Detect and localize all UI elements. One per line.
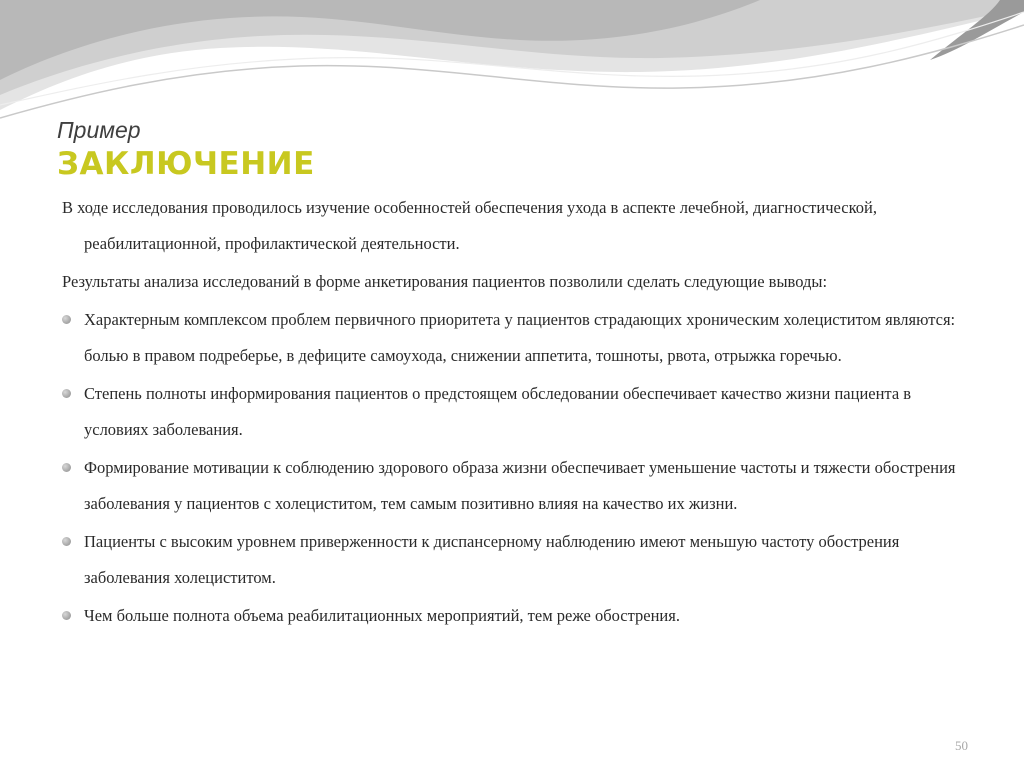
bullet-text: Чем больше полнота объема реабилитационных мероприятий, тем реже обострения. — [84, 606, 680, 625]
bullet-dot-icon — [62, 463, 71, 472]
page-number: 50 — [955, 738, 968, 753]
bullet-item — [62, 302, 972, 374]
bullet-item — [62, 376, 972, 448]
bullet-item — [62, 524, 972, 596]
bullet-text: Пациенты с высоким уровнем приверженности к диспансерному наблюдению имеют меньшую частоту обострения заболевания холециститом. — [84, 532, 900, 587]
intro-paragraph-1: В ходе исследования проводилось изучение особенностей обеспечения ухода в аспекте лечебной, диагностической, реабилитационной, профилактической деятельности. — [62, 198, 877, 253]
intro-paragraph-2: Результаты анализа исследований в форме анкетирования пациентов позволили сделать следующие выводы: — [62, 272, 828, 291]
bullet-item — [62, 598, 972, 634]
conclusion-bullet-list — [62, 302, 972, 634]
bullet-dot-icon — [62, 537, 71, 546]
bullet-dot-icon — [62, 389, 71, 398]
slide-content — [62, 190, 972, 636]
title-block — [57, 115, 315, 183]
bullet-text: Степень полноты информирования пациентов о предстоящем обследовании обеспечивает качество жизни пациента в условиях заболевания. — [84, 384, 912, 439]
slide-subtitle: Пример — [57, 117, 141, 143]
bullet-item — [62, 450, 972, 522]
bullet-text: Характерным комплексом проблем первичного приоритета у пациентов страдающих хроническим холециститом являются: болью в правом подреберье, в дефиците самоухода, снижении аппетита, тошноты, рвота, отрыжка горечью. — [84, 310, 956, 365]
bullet-dot-icon — [62, 611, 71, 620]
bullet-text: Формирование мотивации к соблюдению здорового образа жизни обеспечивает уменьшение частоты и тяжести обострения заболевания у пациентов с холециститом, тем самым позитивно влияя на качество их жизни. — [84, 458, 956, 513]
slide-title: ЗАКЛЮЧЕНИЕ — [57, 146, 315, 182]
bullet-dot-icon — [62, 315, 71, 324]
